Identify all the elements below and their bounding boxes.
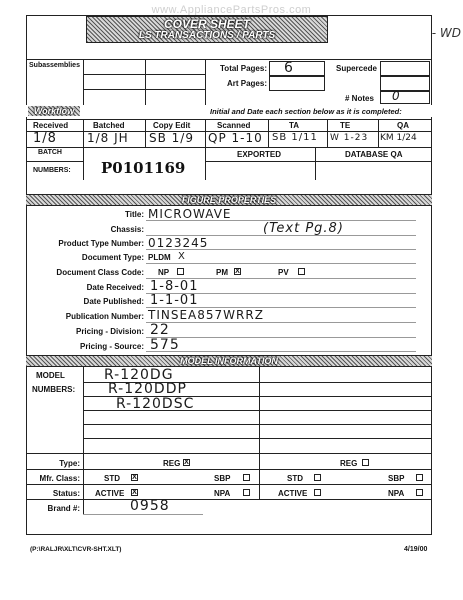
rule [26,484,432,485]
rule [205,119,206,147]
type-label: Type: [59,459,80,468]
rule [83,424,432,425]
rule [26,161,83,162]
rule [26,59,432,60]
pricing-division-value: 22 [150,322,170,338]
publication-number-label: Publication Number: [65,312,144,321]
class-code-label: Document Class Code: [56,268,144,277]
date-published-label: Date Published: [83,297,144,306]
figure-properties-label: FIGURE PROPERTIES [181,195,277,205]
date-received-value: 1-8-01 [150,279,199,294]
document-type-value: PLDM [148,253,171,262]
header-subtitle: LS TRANSACTIONS / PARTS [138,30,276,41]
rule [259,453,260,499]
rule [83,147,84,180]
model-numbers-label: NUMBERS: [32,385,76,394]
rule [26,119,432,120]
col-copy-edit: Copy Edit [153,121,191,130]
cover-sheet-header [86,16,328,43]
database-qa-label: DATABASE QA [345,150,403,159]
mfr-sbp-checkbox-2[interactable] [416,474,423,481]
scanned-entry: QP 1-10 [208,131,263,145]
document-type-mark: X [178,251,186,262]
type-reg-label-2: REG [340,459,358,468]
rule [26,453,432,454]
model-number-1: R-120DG [104,367,174,383]
footer-date: 4/19/00 [404,546,428,553]
figure-properties-bar [26,194,432,206]
mfr-std-label-2: STD [287,474,303,483]
supercede-label: Supercede [336,64,377,73]
document-type-label: Document Type: [81,253,144,262]
col-batched: Batched [93,121,125,130]
supercede-field-2[interactable] [380,76,430,91]
mfr-sbp-label-2: SBP [388,474,405,483]
header-title: COVER SHEET [163,17,250,31]
qa-entry: KM 1/24 [380,133,417,143]
chassis-label: Chassis: [110,225,144,234]
model-number-2: R-120DDP [108,381,187,397]
total-pages-label: Total Pages: [220,64,267,73]
mfr-std-checkbox-2[interactable] [314,474,321,481]
rule [83,59,84,105]
brand-value: 0958 [130,498,170,514]
col-qa: QA [397,121,409,130]
mfr-std-checkbox[interactable]: X [132,474,137,481]
publication-number-value: TINSEA857WRRZ [148,308,264,322]
class-np-label: NP [158,268,170,277]
class-np-checkbox[interactable] [177,268,184,275]
status-active-label-2: ACTIVE [278,489,308,498]
status-active-checkbox-2[interactable] [314,489,321,496]
received-entry: 1/8 [33,131,57,146]
status-active-label: ACTIVE [95,489,125,498]
rule [83,89,205,90]
col-scanned: Scanned [217,121,251,130]
type-reg-checkbox-2[interactable] [362,459,369,466]
subassemblies-label: Subassemblies [29,62,80,69]
col-te: TE [340,121,351,130]
type-reg-label: REG [163,459,181,468]
batch-number: P0101169 [101,159,186,177]
rule [26,499,432,500]
model-label: MODEL [36,371,65,380]
exported-label: EXPORTED [237,150,282,159]
te-entry: W 1-23 [330,133,369,143]
mfr-class-label: Mfr. Class: [39,474,80,483]
rule [83,514,203,515]
total-pages-field[interactable] [269,61,325,76]
rule [26,469,432,470]
ta-entry: SB 1/11 [272,132,318,143]
copy-edit-entry: SB 1/9 [149,131,194,145]
rule [146,263,416,264]
mfr-sbp-label: SBP [214,474,231,483]
art-pages-field[interactable] [269,76,325,91]
notes-field[interactable] [380,91,430,104]
rule [146,322,416,323]
status-label: Status: [52,489,80,498]
rule [83,438,432,439]
rule [145,59,146,105]
product-type-value: 0123245 [148,236,209,250]
mfr-sbp-checkbox[interactable] [243,474,250,481]
notes-label: # Notes [345,94,374,103]
chassis-value: (Text Pg.8) [263,221,344,236]
title-label: Title: [125,210,144,219]
rule [146,249,416,250]
batched-entry: 1/8 JH [87,131,129,145]
rule [83,119,84,147]
rule [26,147,432,148]
col-ta: TA [289,121,300,130]
pricing-source-label: Pricing - Source: [79,342,144,351]
status-npa-label: NPA [214,489,231,498]
class-pv-label: PV [278,268,289,277]
date-received-label: Date Received: [86,283,144,292]
product-type-label: Product Type Number: [58,239,144,248]
rule [146,337,416,338]
status-npa-label-2: NPA [388,489,405,498]
notes-value: 0 [392,89,401,103]
batch-numbers-label: NUMBERS: [33,167,71,174]
rule [268,119,269,147]
status-npa-checkbox-2[interactable] [416,489,423,496]
pricing-source-value: 575 [150,337,180,353]
class-pv-checkbox[interactable] [298,268,305,275]
rule [315,147,316,180]
watermark: www.AppliancePartsPros.com [151,4,312,16]
rule [378,119,379,147]
col-received: Received [33,121,69,130]
rule [327,119,328,147]
rule [205,161,432,162]
rule [145,119,146,147]
workflow-instructions: Initial and Date each section below as it is completed: [210,107,402,116]
status-active-checkbox[interactable]: X [132,489,137,496]
type-reg-checkbox[interactable]: X [184,459,189,466]
batch-label: BATCH [38,149,62,156]
date-published-value: 1-1-01 [150,293,199,308]
mfr-std-label: STD [104,474,120,483]
workflow-label: Workflow [33,106,75,116]
footer-path: (P:\RALJR\XLT\CVR-SHT.XLT) [30,546,122,553]
pricing-division-label: Pricing - Division: [75,327,144,336]
model-information-label: MODEL INFORMATION [180,356,278,366]
model-information-bar [26,355,432,367]
rule [205,147,206,180]
class-pm-checkbox[interactable]: X [235,268,240,275]
class-pm-label: PM [216,268,228,277]
rule [83,74,205,75]
supercede-field[interactable] [380,61,430,76]
art-pages-label: Art Pages: [226,79,267,88]
title-value: MICROWAVE [148,207,232,221]
rule [146,351,416,352]
status-npa-checkbox[interactable] [243,489,250,496]
brand-label: Brand #: [47,504,80,513]
model-number-3: R-120DSC [116,396,195,412]
total-pages-value: 6 [284,60,294,76]
edge-handwritten-note: - WD [431,26,461,40]
workflow-label-box [28,106,80,116]
